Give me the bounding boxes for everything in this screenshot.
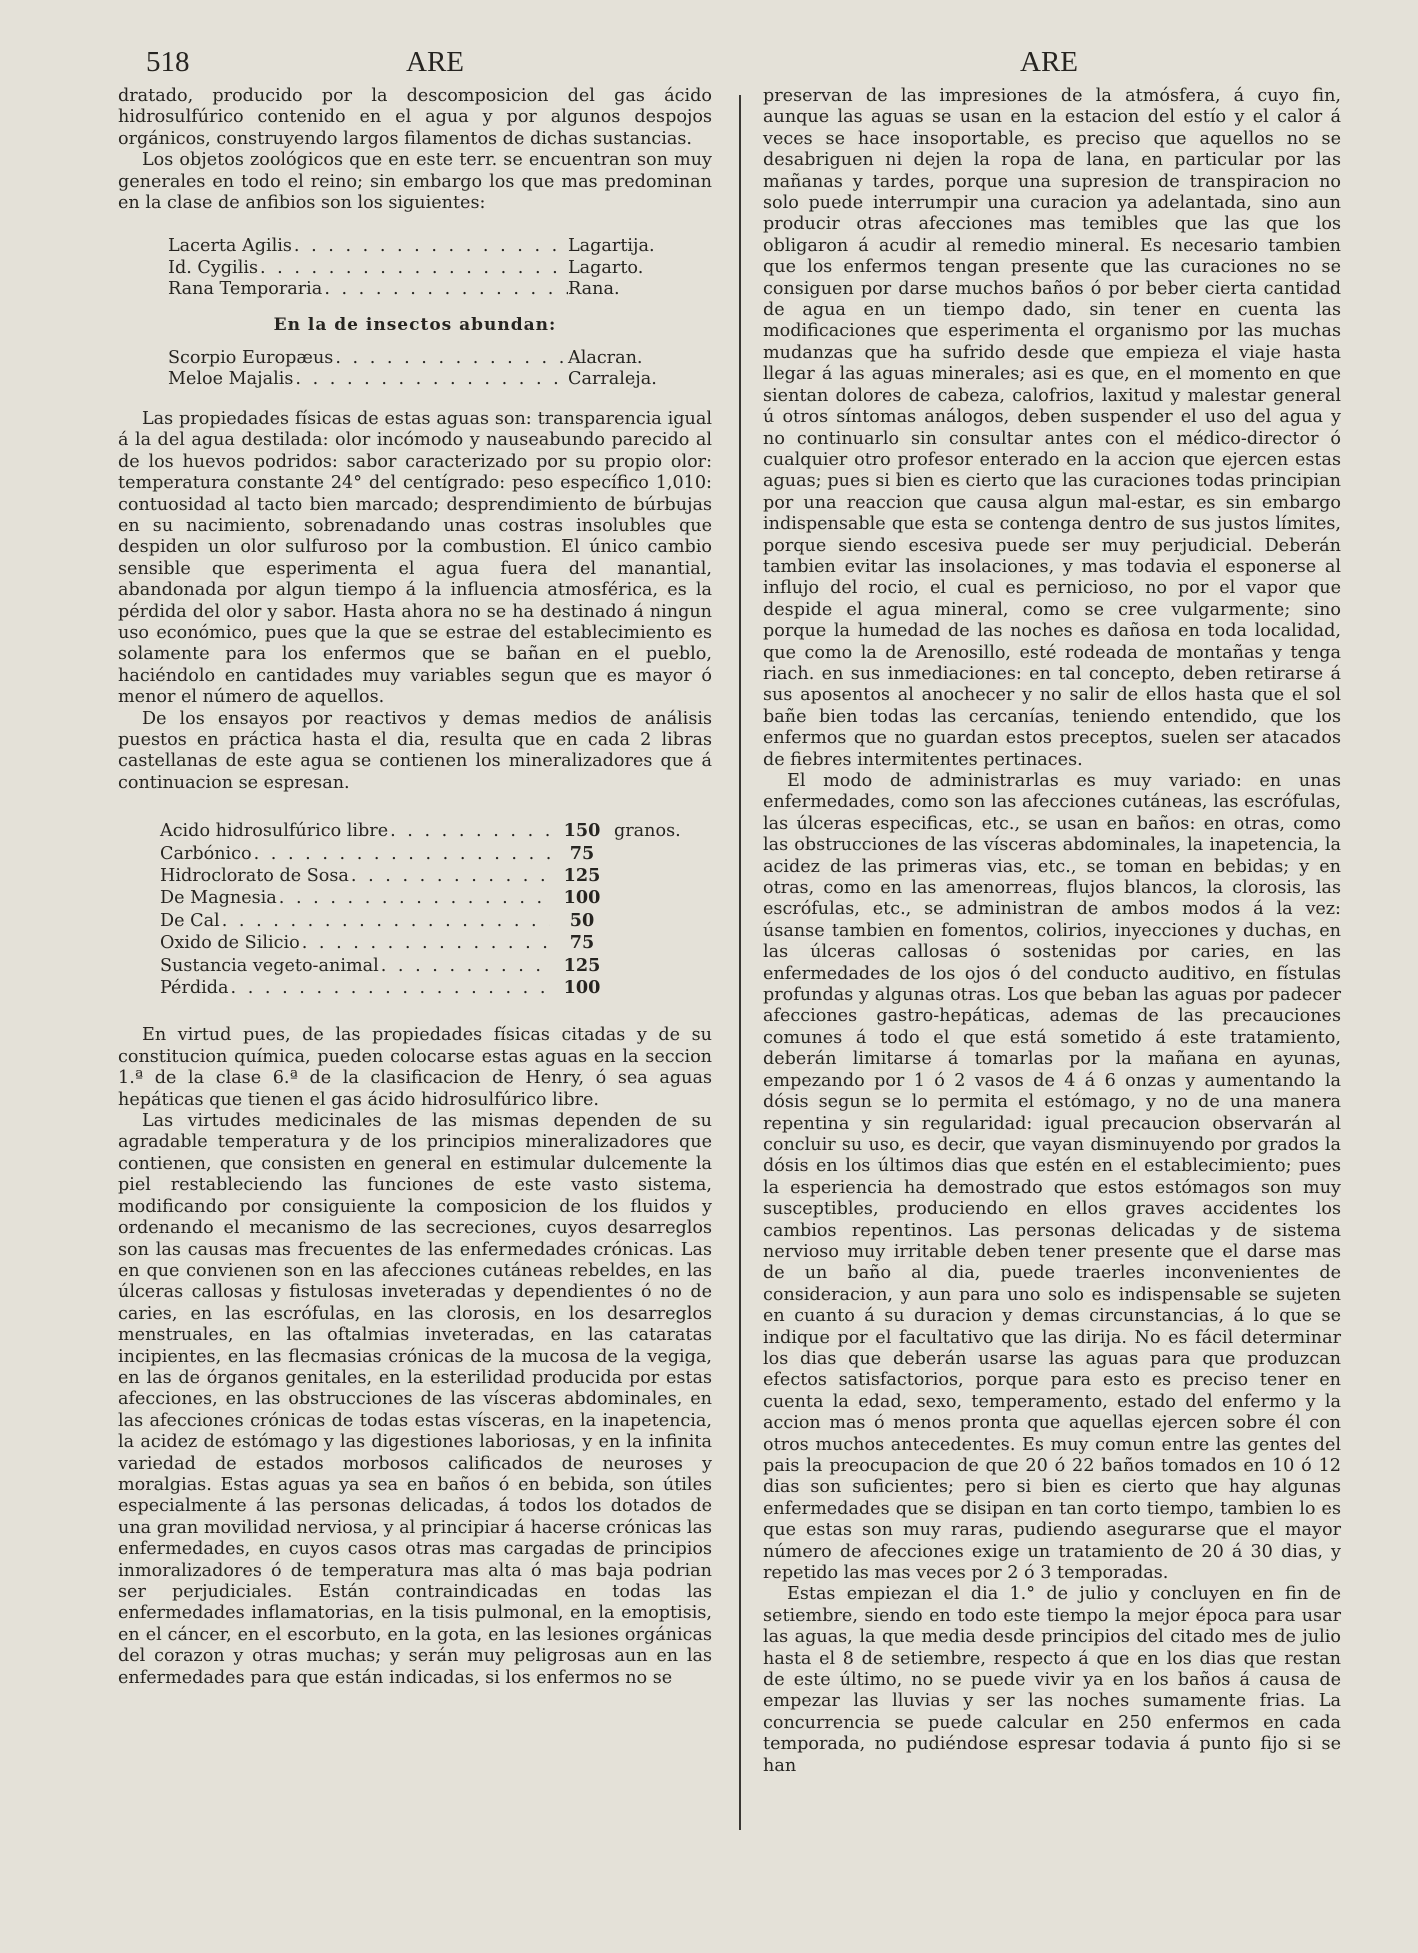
paragraph: En virtud pues, de las propiedades físicas citadas y de su constitucion química, pueden colocarse estas aguas en la seccion 1.ª de la clase 6.ª de la clasificacion de Henry, ó sea aguas hepáticas que tienen el gas ácido hidrosulfúrico libre.: [118, 1025, 712, 1110]
list-item: Id. Cygilis . . . Lagarto.: [168, 258, 668, 279]
page-header: [140, 46, 1340, 86]
paragraph: Los objetos zoológicos que en este terr. se encuentran son muy generales en todo el reino; sin embargo los que mas predominan en la clase de anfibios son los siguientes:: [118, 150, 712, 214]
paragraph: Las virtudes medicinales de las mismas dependen de su agradable temperatura y de los principios mineralizadores que contienen, que consisten en general en estimular dulcemente la piel restableciendo las funciones de este vasto sistema, modificando por consiguiente la composicion de los fluidos y ordenando el mecanismo de las secreciones, cuyos desarreglos son las causas mas frecuentes de las enfermedades crónicas. Las en que convienen son en las afecciones cutáneas rebeldes, en las úlceras callosas y fistulosas inveteradas y dependientes ó no de caries, en las escrófulas, en las clorosis, en los desarreglos menstruales, en las oftalmias inveteradas, en las cataratas incipientes, en las flecmasias crónicas de la mucosa de la vegiga, en las de órganos genitales, en la esterilidad producida por estas afecciones, en las obstrucciones de las vísceras abdominales, en las afecciones crónicas de todas estas vísceras, en la inapetencia, la acidez de estómago y las digestiones laboriosas, y en la infinita variedad de estados morbosos calificados de neuroses y moralgias. Estas aguas ya sea en baños ó en bebida, son útiles especialmente á las personas delicadas, á todos los dotados de una gran movilidad nerviosa, y al principiar á hacerse crónicas las enfermedades, en cuyos casos otras mas cargadas de principios inmoralizadores ó de temperatura mas alta ó mas baja podrian ser perjudiciales. Están contraindicadas en todas las enfermedades inflamatorias, en la tisis pulmonal, en la emoptisis, en el cáncer, en el escorbuto, en la gota, en las lesiones orgánicas del corazon y otras muchas; y serán muy peligrosas aun en las enfermedades para que están indicadas, si los enfermos no se: [118, 1111, 712, 1688]
amphibian-list: [168, 236, 668, 300]
paragraph: dratado, producido por la descomposicion del gas ácido hidrosulfúrico contenido en el agua y por algunos despojos orgánicos, construyendo largos filamentos de dichas sustancias.: [118, 86, 712, 149]
list-item: Scorpio Europæus . . . Alacran.: [168, 348, 668, 369]
left-column: [118, 86, 712, 1689]
table-row: Carbónico . . . 75: [160, 843, 680, 865]
mineral-table: [160, 820, 680, 999]
table-row: Oxido de Silicio . . . 75: [160, 932, 680, 954]
insects-heading: En la de insectos abundan:: [273, 314, 557, 335]
table-row: Sustancia vegeto-animal . . . 125: [160, 955, 680, 977]
table-row: De Magnesia . . . 100: [160, 887, 680, 909]
page-number: 518: [146, 46, 190, 78]
table-row: De Cal . . . 50: [160, 910, 680, 932]
right-running-head: ARE: [1020, 46, 1078, 78]
insect-list: [168, 348, 668, 391]
paragraph: Las propiedades físicas de estas aguas son: transparencia igual á la del agua destilada: olor incómodo y nauseabundo parecido al de los huevos podridos: sabor caracterizado por su propio olor: temperatura constante 24° del centígrado: peso específico 1,010: contuosidad al tacto bien marcado; desprendimiento de búrbujas en su nacimiento, sobrenadando unas costras insolubles que despiden un olor sulfuroso por la combustion. El único cambio sensible que esperimenta el agua fuera del manantial, abandonada por algun tiempo á la influencia atmosférica, es la pérdida del olor y sabor. Hasta ahora no se ha destinado á ningun uso económico, pues que la que se estrae del establecimiento es solamente para los enfermos que se bañan en el pueblo, haciéndolo en cantidades muy variables segun que es mayor ó menor el número de aquellos.: [118, 408, 712, 708]
paragraph: De los ensayos por reactivos y demas medios de análisis puestos en práctica hasta el dia, resulta que en cada 2 libras castellanas de este agua se contienen los mineralizadores que á continuacion se espresan.: [118, 708, 712, 793]
table-row: Hidroclorato de Sosa . . . 125: [160, 865, 680, 887]
list-item: Meloe Majalis . . . Carraleja.: [168, 369, 668, 390]
paragraph: preservan de las impresiones de la atmósfera, á cuyo fin, aunque las aguas se usan en la estacion del estío y el calor á veces se hace insoportable, es preciso que aquellos no se desabriguen ni dejen la ropa de lana, en particular por las mañanas y tardes, porque una supresion de transpiracion no solo puede interrumpir una curacion ya adelantada, sino aun producir otras afecciones mas temibles que las que los obligaron á acudir al remedio mineral. Es necesario tambien que los enfermos tengan presente que las curaciones no se consiguen por darse muchos baños ó por beber cierta cantidad de agua en un tiempo dado, sin tener en cuenta las modificaciones que esperimenta el organismo por las muchas mudanzas que ha sufrido desde que empieza el viaje hasta llegar á las aguas minerales; asi es que, en el momento en que sientan dolores de cabeza, calofrios, laxitud y malestar general ú otros síntomas análogos, deben suspender el uso del agua y no continuarlo sin consultar antes con el médico-director ó cualquier otro profesor enterado en la accion que ejercen estas aguas; pues si bien es cierto que las curaciones todas principian por una reaccion que causa algun mal-estar, es sin embargo indispensable que esta se contenga dentro de sus justos límites, porque siendo escesiva puede ser muy perjudicial. Deberán tambien evitar las insolaciones, y mas todavia el esponerse al influjo del rocio, el cual es pernicioso, no por el vapor que despide el agua mineral, como se cree vulgarmente; sino porque la humedad de las noches es dañosa en toda localidad, que como la de Arenosillo, esté rodeada de montañas y tenga riach. en sus inmediaciones: en tal concepto, deben retirarse á sus aposentos al anochecer y no salir de ellos hasta que el sol bañe bien todas las cercanías, teniendo entendido, que los enfermos que no guardan estos preceptos, suelen ser atacados de fiebres intermitentes pertinaces.: [763, 86, 1341, 770]
paragraph: El modo de administrarlas es muy variado: en unas enfermedades, como son las afecciones cutáneas, las escrófulas, las úlceras especificas, etc., se usan en baños: en otras, como las obstrucciones de las vísceras abdominales, la inapetencia, la acidez de las primeras vias, etc., se toman en bebidas; y en otras, como en las amenorreas, flujos blancos, la clorosis, las escrófulas, etc., se administran de ambos modos á la vez: úsanse tambien en fomentos, colirios, inyecciones y duchas, en las úlceras callosas ó sostenidas por caries, en las enfermedades de los ojos ó del conducto auditivo, en fístulas profundas y algunas otras. Los que beban las aguas por padecer afecciones gastro-hepáticas, ademas de las precauciones comunes á todo el que está sometido á este tratamiento, deberán limitarse á tomarlas por la mañana en ayunas, empezando por 1 ó 2 vasos de 4 á 6 onzas y aumentando la dósis segun se lo permita el estómago, y no de una manera repentina y sin regularidad: igual precaucion observarán al concluir su uso, es decir, que vayan disminuyendo por grados la dósis en los últimos dias que estén en el establecimiento; pues la esperiencia ha demostrado que estos estómagos son muy susceptibles, produciendo en ellos graves accidentes los cambios repentinos. Las personas delicadas y de sistema nervioso muy irritable deben tener presente que el darse mas de un baño al dia, puede traerles inconvenientes de consideracion, y aun para uno solo es indispensable se sujeten en cuanto á su duracion y demas circunstancias, á lo que se indique por el facultativo que las dirija. No es fácil determinar los dias que deberán usarse las aguas para que produzcan efectos satisfactorios, porque para esto es preciso tener en cuenta la edad, sexo, temperamento, estado del enfermo y la accion mas ó menos pronta que aquellas ejercen sobre él con otros muchos antecedentes. Es muy comun entre las gentes del pais la preocupacion de que 20 ó 22 baños tomados en 10 ó 12 dias son suficientes; pero si bien es cierto que hay algunas enfermedades que se disipan en tan corto tiempo, tambien lo es que estas son muy raras, pudiendo asegurarse que el mayor número de afecciones exige un tratamiento de 20 á 30 dias, y repetido las mas veces por 2 ó 3 temporadas.: [763, 771, 1341, 1584]
paragraph: Estas empiezan el dia 1.° de julio y concluyen en fin de setiembre, siendo en todo este tiempo la mejor época para usar las aguas, la que media desde principios del citado mes de julio hasta el 8 de setiembre, respecto á que en los dias que restan de este último, no se puede vivir ya en los baños á causa de empezar las lluvias y ser las noches sumamente frias. La concurrencia se puede calcular en 250 enfermos en cada temporada, no pudiéndose espresar todavia á punto fijo si se han: [763, 1584, 1341, 1776]
list-item: Lacerta Agilis . . . Lagartija.: [168, 236, 668, 257]
right-column: [763, 86, 1341, 1777]
table-row: Pérdida . . . 100: [160, 977, 680, 999]
table-row: Acido hidrosulfúrico libre . . . 150 granos.: [160, 820, 680, 842]
left-running-head: ARE: [406, 46, 464, 78]
list-item: Rana Temporaria . . . Rana.: [168, 279, 668, 300]
column-divider: [739, 95, 741, 1830]
